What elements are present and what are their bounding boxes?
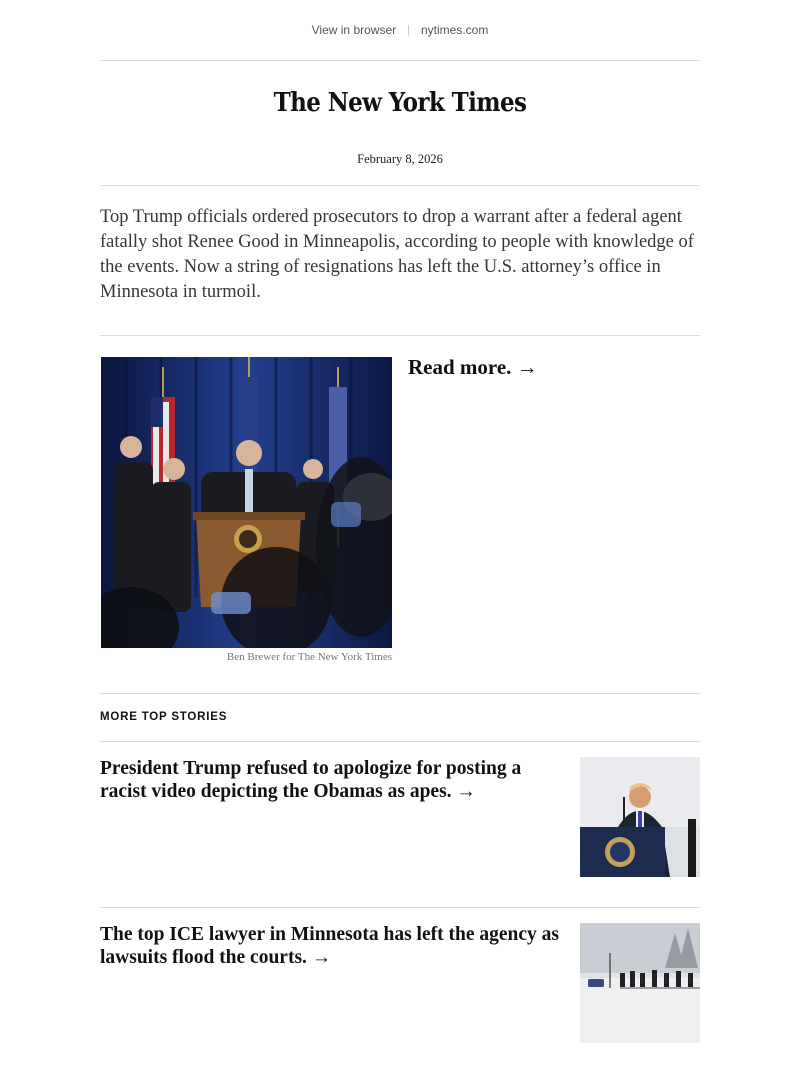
read-more-link[interactable]: Read more. →: [408, 355, 538, 379]
masthead: [100, 61, 700, 186]
link-separator: |: [407, 24, 410, 36]
nytimes-link[interactable]: nytimes.com: [420, 23, 489, 37]
feature-photo-press-conference[interactable]: [101, 357, 392, 648]
story-thumbnail-protest-scene[interactable]: [580, 923, 700, 1043]
story-item: [100, 742, 700, 908]
newsletter: [100, 0, 700, 1073]
view-in-browser-link[interactable]: View in browser: [311, 23, 397, 37]
section-label-more-top-stories: MORE TOP STORIES: [100, 694, 700, 742]
nyt-logo[interactable]: The New York Times: [273, 86, 527, 119]
story-headline[interactable]: The top ICE lawyer in Minnesota has left the agency as lawsuits flood the courts. →: [100, 924, 559, 968]
story-item: [100, 908, 700, 1073]
trump-podium-illustration: [580, 757, 700, 877]
winter-protest-illustration: [580, 923, 700, 1043]
story-headline[interactable]: President Trump refused to apologize for posting a racist video depicting the Obamas as apes. →: [100, 758, 522, 802]
press-conference-illustration: [101, 357, 392, 648]
issue-date: February 8, 2026: [357, 152, 443, 166]
photo-credit: Ben Brewer for The New York Times: [226, 651, 392, 663]
top-links-bar: [100, 0, 700, 61]
lede-paragraph: Top Trump officials ordered prosecutors to drop a warrant after a federal agent fatally shot Renee Good in Minneapolis, according to people with knowledge of the events. Now a string of resignations has left the U.S. attorney’s office in Minnesota in turmoil.: [100, 186, 700, 336]
feature-story: [100, 336, 700, 694]
story-thumbnail-trump-podium[interactable]: [580, 757, 700, 877]
